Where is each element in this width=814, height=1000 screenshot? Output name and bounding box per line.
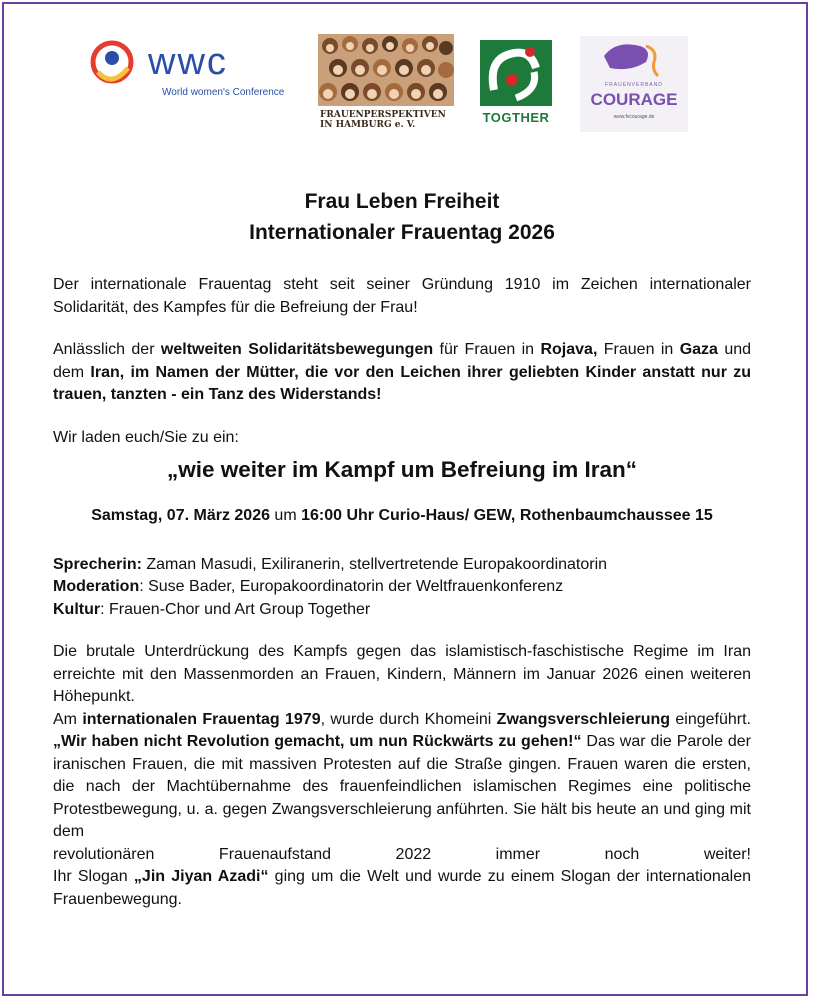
frauenperspektiven-caption (320, 110, 446, 130)
body-paragraph-1: Die brutale Unterdrückung des Kampfs gegen das islamistisch-faschistische Regime im Iran erreichte mit den Massenmorden an Frauen, Kindern, Männern im Januar 2026 einen weiteren Höhepunkt. (53, 643, 751, 705)
together-mark-icon (480, 40, 552, 106)
courage-mark-icon (580, 36, 688, 80)
event-headline: „wie weiter im Kampf um Befreiung im Iran“ (166, 457, 638, 482)
together-logo (480, 40, 552, 138)
solidarity-text-2: für Frauen in (433, 341, 541, 358)
people-label: Sprecherin: (53, 555, 142, 573)
courage-url: www.fvcourage.de (613, 114, 655, 120)
title-line1: Frau Leben Freiheit (304, 190, 500, 213)
svg-text:wwc: wwc (148, 41, 228, 83)
logo-bar (0, 34, 814, 144)
solidarity-paragraph (53, 339, 751, 407)
courage-subtitle: FRAUENVERBAND (605, 82, 663, 88)
body-text: Ihr Slogan (53, 868, 134, 885)
people-row (53, 554, 751, 577)
title-line2: Internationaler Frauentag 2026 (249, 221, 555, 244)
courage-logo (580, 36, 688, 132)
solidarity-bold-1: weltweiten Solidaritätsbewegungen (160, 341, 434, 358)
body-text: , wurde durch Khomeini (320, 710, 497, 728)
people-label: Kultur (53, 600, 101, 618)
body-bold: internationalen Frauentag 1979 (82, 710, 321, 728)
wwc-mark-icon (86, 38, 296, 86)
solidarity-bold-2: Rojava, (540, 341, 598, 358)
body-bold: „Jin Jiyan Azadi“ (133, 868, 269, 885)
together-name: TOGTHER (482, 110, 550, 125)
intro-paragraph: Der internationale Frauentag steht seit seiner Gründung 1910 im Zeichen internationaler Solidarität, des Kampfes für die Befreiung der Frau! (53, 276, 751, 316)
frauen-line2: IN HAMBURG e. V. (320, 120, 416, 130)
frauen-line1: FRAUENPERSPEKTIVEN (320, 110, 446, 120)
body-text: Das war die Parole der iranischen Frauen, die mit massiven Protesten auf die Straße gingen. Frauen waren die ersten, die nach der Machtübernahme des frauenfeindlichen islamischen Regimes eine politische Protestbewegung, u. a. gegen Zwangsverschleierung anführten. Sie hält bis heute an und ging mit dem (53, 733, 752, 840)
people-text: : Frauen-Chor und Art Group Together (100, 600, 371, 618)
people-text: Zaman Masudi, Exiliranerin, stellvertretende Europakoordinatorin (141, 555, 608, 573)
invite-text: Wir laden euch/Sie zu ein: (53, 428, 239, 446)
body-text: Am (53, 710, 83, 728)
body-text: ging um die Welt und wurde zu einem Slogan der internationalen Frauenbewegung. (53, 868, 752, 908)
body-paragraph-2-last-line: revolutionären Frauenaufstand 2022 immer noch weiter! (53, 845, 751, 863)
people-list (53, 554, 751, 622)
people-text: : Suse Bader, Europakoordinatorin der Weltfrauenkonferenz (139, 578, 564, 595)
event-um: um (269, 507, 302, 524)
body-paragraph-2 (53, 709, 751, 844)
page-title (53, 186, 751, 248)
solidarity-bold-4: Iran, im Namen der Mütter, die vor den Leichen ihrer geliebten Kinder anstatt nur zu trauen, tanzten - ein Tanz des Widerstands! (53, 363, 751, 403)
flyer-content (53, 186, 751, 911)
event-details (53, 505, 751, 528)
body-bold: Zwangsverschleierung (496, 710, 671, 728)
event-date: Samstag, 07. März 2026 (91, 507, 270, 524)
wwc-logo (86, 38, 296, 98)
courage-name: COURAGE (590, 90, 678, 109)
solidarity-text-4: und dem (53, 341, 752, 381)
solidarity-text-3: Frauen in (597, 341, 680, 358)
people-label: Moderation (53, 578, 140, 595)
event-time-place: 16:00 Uhr Curio-Haus/ GEW, Rothenbaumchaussee 15 (301, 507, 713, 524)
wwc-caption: World women's Conference (162, 87, 285, 98)
body-bold: „Wir haben nicht Revolution gemacht, um nun Rückwärts zu gehen!“ (53, 733, 582, 750)
people-row (53, 576, 751, 599)
solidarity-text-1: Anlässlich der (53, 341, 161, 358)
solidarity-bold-3: Gaza (679, 341, 718, 358)
frauenperspektiven-logo (318, 34, 458, 144)
people-row (53, 599, 751, 622)
women-faces-icon (318, 34, 454, 106)
body-text: eingeführt. (670, 710, 751, 728)
body-paragraph-3 (53, 866, 751, 911)
